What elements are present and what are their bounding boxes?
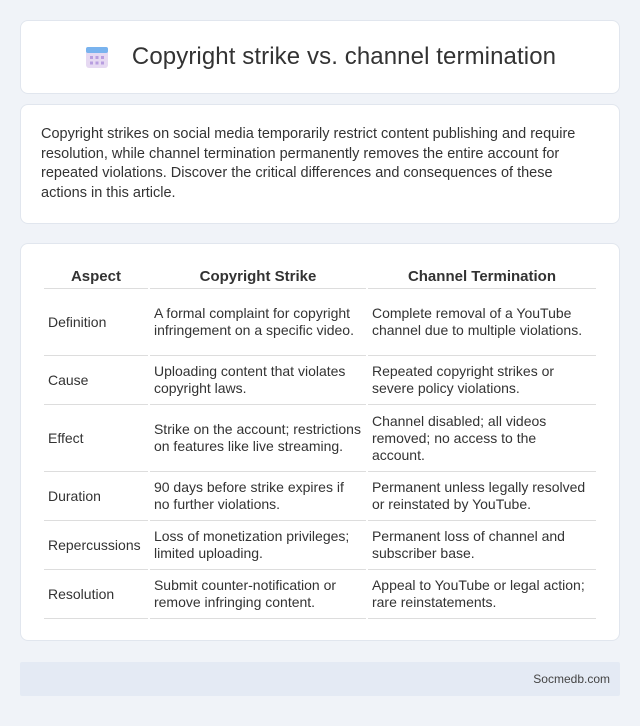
header-copyright-strike: Copyright Strike bbox=[150, 265, 366, 289]
row-aspect: Duration bbox=[44, 472, 148, 521]
row-aspect: Effect bbox=[44, 405, 148, 472]
table-row bbox=[44, 405, 596, 472]
row-aspect: Definition bbox=[44, 289, 148, 356]
row-aspect: Cause bbox=[44, 356, 148, 405]
table-row bbox=[44, 356, 596, 405]
intro-paragraph: Copyright strikes on social media temporarily restrict content publishing and require resolution, while channel termination permanently removes the entire account for repeated violations. Discover the critical differences and consequences of these actions in this article. bbox=[41, 126, 576, 201]
comparison-card bbox=[20, 243, 620, 641]
row-termination-cell: Permanent loss of channel and subscriber base. bbox=[368, 521, 596, 570]
row-termination-cell: Repeated copyright strikes or severe policy violations. bbox=[368, 356, 596, 405]
row-strike-cell: Strike on the account; restrictions on features like live streaming. bbox=[150, 405, 366, 472]
calendar-icon bbox=[84, 44, 110, 70]
row-strike-cell: Loss of monetization privileges; limited uploading. bbox=[150, 521, 366, 570]
table-row bbox=[44, 521, 596, 570]
intro-card bbox=[20, 104, 620, 224]
row-termination-cell: Channel disabled; all videos removed; no access to the account. bbox=[368, 405, 596, 472]
header-channel-termination: Channel Termination bbox=[368, 265, 596, 289]
footer-site-name: Socmedb.com bbox=[533, 672, 610, 686]
row-aspect: Repercussions bbox=[44, 521, 148, 570]
page-title: Copyright strike vs. channel termination bbox=[131, 43, 557, 70]
table-header-row bbox=[44, 265, 596, 289]
title-card bbox=[20, 20, 620, 94]
row-strike-cell: A formal complaint for copyright infringement on a specific video. bbox=[150, 289, 366, 356]
row-strike-cell: 90 days before strike expires if no further violations. bbox=[150, 472, 366, 521]
header-aspect: Aspect bbox=[44, 265, 148, 289]
table-row bbox=[44, 472, 596, 521]
table-row bbox=[44, 570, 596, 619]
row-strike-cell: Submit counter-notification or remove infringing content. bbox=[150, 570, 366, 619]
row-termination-cell: Appeal to YouTube or legal action; rare reinstatements. bbox=[368, 570, 596, 619]
footer bbox=[20, 662, 620, 696]
row-termination-cell: Permanent unless legally resolved or reinstated by YouTube. bbox=[368, 472, 596, 521]
comparison-table bbox=[42, 265, 598, 619]
row-aspect: Resolution bbox=[44, 570, 148, 619]
table-row bbox=[44, 289, 596, 356]
row-termination-cell: Complete removal of a YouTube channel due to multiple violations. bbox=[368, 289, 596, 356]
row-strike-cell: Uploading content that violates copyright laws. bbox=[150, 356, 366, 405]
